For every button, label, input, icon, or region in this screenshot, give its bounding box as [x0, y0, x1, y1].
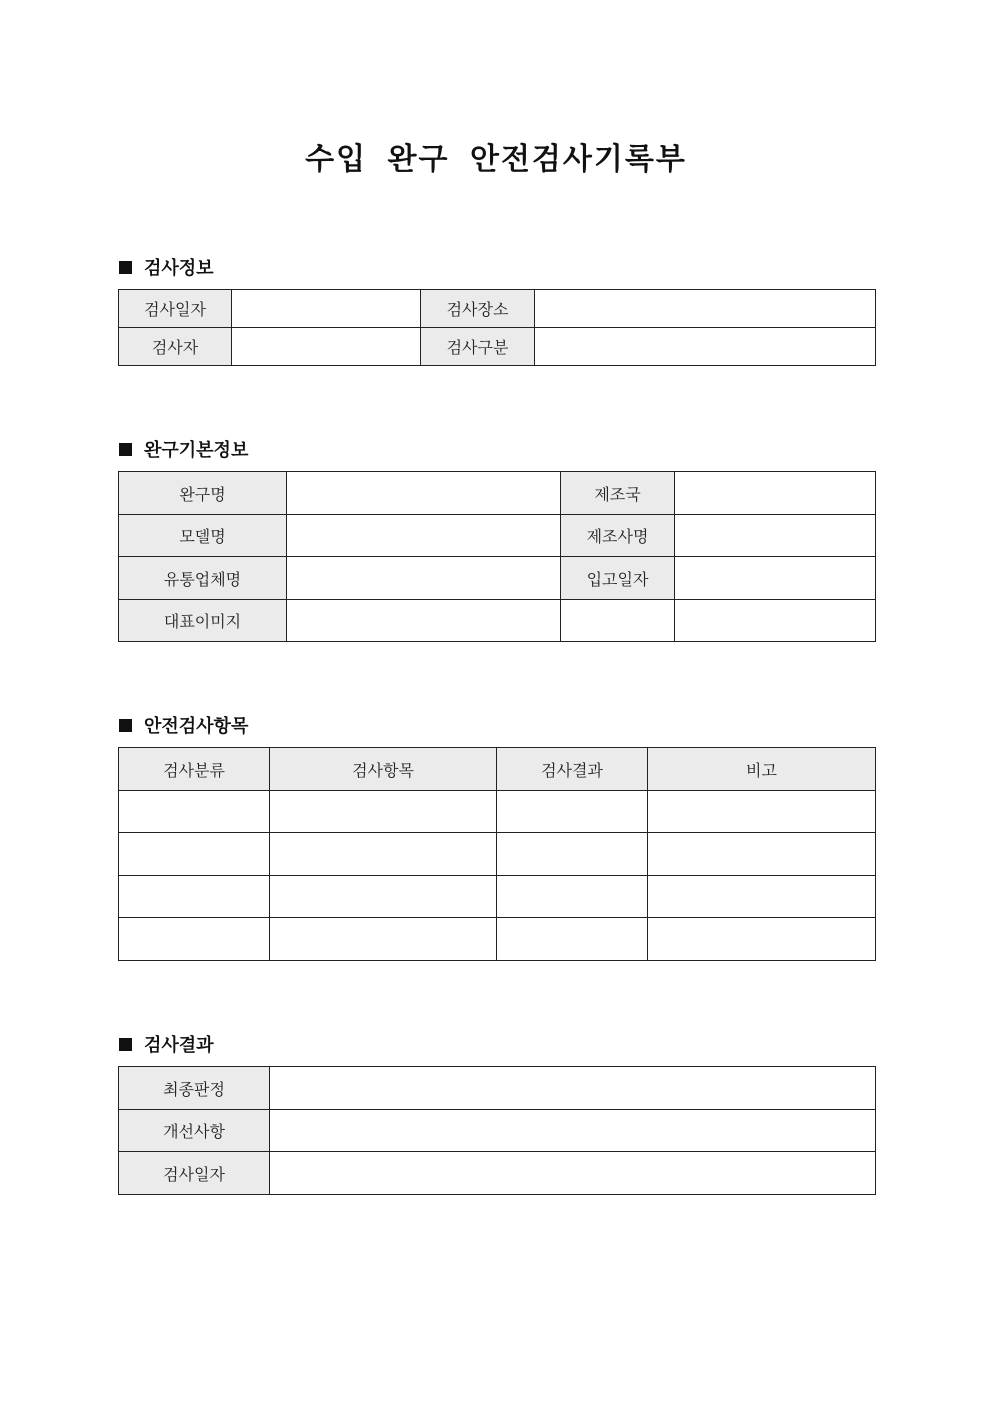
table-row	[119, 1152, 876, 1195]
toy-info-table	[118, 471, 876, 642]
square-bullet-icon	[119, 719, 132, 732]
toy-name-field[interactable]	[287, 472, 561, 515]
table-row	[119, 791, 876, 833]
country-field[interactable]	[675, 472, 876, 515]
table-row	[119, 472, 876, 515]
safety-items-table	[118, 747, 876, 961]
category-cell[interactable]	[119, 833, 270, 876]
table-row	[119, 876, 876, 918]
section-title: 검사정보	[144, 258, 214, 279]
label-distributor: 유통업체명	[119, 557, 287, 600]
receipt-date-field[interactable]	[675, 557, 876, 600]
table-row	[119, 515, 876, 557]
label-manufacturer: 제조사명	[561, 515, 675, 557]
table-row	[119, 833, 876, 876]
remarks-cell[interactable]	[648, 918, 876, 961]
section-heading-result	[119, 1031, 214, 1057]
category-cell[interactable]	[119, 876, 270, 918]
result-cell[interactable]	[497, 918, 648, 961]
square-bullet-icon	[119, 443, 132, 456]
label-country: 제조국	[561, 472, 675, 515]
table-row	[119, 290, 876, 328]
inspection-date-field[interactable]	[270, 1152, 876, 1195]
inspection-place-field[interactable]	[535, 290, 876, 328]
inspection-info-table	[118, 289, 876, 366]
section-heading-toy-info	[119, 436, 248, 462]
table-row	[119, 557, 876, 600]
inspection-date-field[interactable]	[232, 290, 421, 328]
remarks-cell[interactable]	[648, 833, 876, 876]
representative-image-field[interactable]	[287, 600, 561, 642]
column-header-category: 검사분류	[119, 748, 270, 791]
page-title: 수입 완구 안전검사기록부	[305, 142, 687, 177]
square-bullet-icon	[119, 261, 132, 274]
label-model-name: 모델명	[119, 515, 287, 557]
empty-cell[interactable]	[675, 600, 876, 642]
result-table	[118, 1066, 876, 1195]
model-name-field[interactable]	[287, 515, 561, 557]
label-final-judgment: 최종판정	[119, 1067, 270, 1110]
section-heading-inspection-info	[119, 254, 214, 280]
square-bullet-icon	[119, 1038, 132, 1051]
remarks-cell[interactable]	[648, 791, 876, 833]
item-cell[interactable]	[270, 876, 497, 918]
result-cell[interactable]	[497, 791, 648, 833]
section-title: 검사결과	[144, 1035, 214, 1056]
item-cell[interactable]	[270, 918, 497, 961]
label-inspection-type: 검사구분	[421, 328, 535, 366]
item-cell[interactable]	[270, 833, 497, 876]
distributor-field[interactable]	[287, 557, 561, 600]
label-inspection-place: 검사장소	[421, 290, 535, 328]
table-row	[119, 918, 876, 961]
label-receipt-date: 입고일자	[561, 557, 675, 600]
inspector-field[interactable]	[232, 328, 421, 366]
category-cell[interactable]	[119, 791, 270, 833]
label-inspector: 검사자	[119, 328, 232, 366]
table-row	[119, 1067, 876, 1110]
label-inspection-date: 검사일자	[119, 290, 232, 328]
manufacturer-field[interactable]	[675, 515, 876, 557]
table-row	[119, 600, 876, 642]
column-header-result: 검사결과	[497, 748, 648, 791]
final-judgment-field[interactable]	[270, 1067, 876, 1110]
table-row	[119, 328, 876, 366]
item-cell[interactable]	[270, 791, 497, 833]
result-cell[interactable]	[497, 876, 648, 918]
table-row	[119, 1110, 876, 1152]
section-title: 안전검사항목	[144, 716, 249, 737]
improvements-field[interactable]	[270, 1110, 876, 1152]
result-cell[interactable]	[497, 833, 648, 876]
label-inspection-date: 검사일자	[119, 1152, 270, 1195]
category-cell[interactable]	[119, 918, 270, 961]
label-representative-image: 대표이미지	[119, 600, 287, 642]
section-title: 완구기본정보	[144, 440, 249, 461]
table-header-row	[119, 748, 876, 791]
label-improvements: 개선사항	[119, 1110, 270, 1152]
section-heading-safety-items	[119, 712, 248, 738]
label-toy-name: 완구명	[119, 472, 287, 515]
remarks-cell[interactable]	[648, 876, 876, 918]
column-header-remarks: 비고	[648, 748, 876, 791]
empty-cell[interactable]	[561, 600, 675, 642]
column-header-item: 검사항목	[270, 748, 497, 791]
inspection-type-field[interactable]	[535, 328, 876, 366]
